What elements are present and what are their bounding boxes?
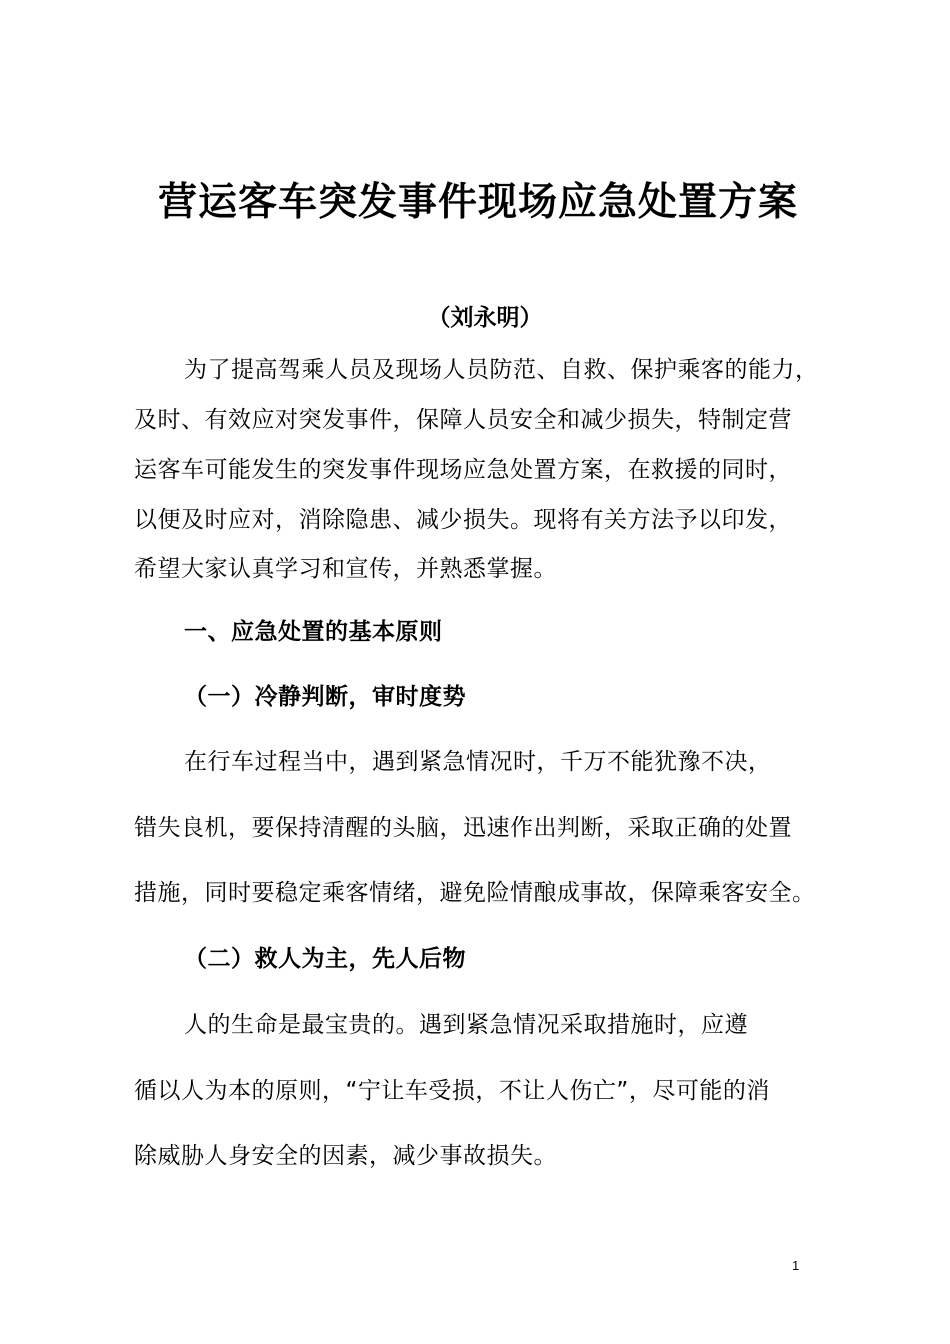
section-heading: 一、应急处置的基本原则 xyxy=(184,619,443,645)
intro-line: 为了提高驾乘人员及现场人员防范、自救、保护乘客的能力， xyxy=(184,357,819,383)
intro-line: 运客车可能发生的突发事件现场应急处置方案，在救援的同时， xyxy=(134,457,792,483)
body-line: 人的生命是最宝贵的。遇到紧急情况采取措施时，应遵 xyxy=(184,1012,748,1038)
document-title: 营运客车突发事件现场应急处置方案 xyxy=(158,180,799,225)
body-line: 在行车过程当中，遇到紧急情况时，千万不能犹豫不决， xyxy=(184,749,772,775)
intro-line: 希望大家认真学习和宣传，并熟悉掌握。 xyxy=(134,556,557,582)
intro-line: 及时、有效应对突发事件，保障人员安全和减少损失，特制定营 xyxy=(134,407,792,433)
subsection-heading: （二）救人为主，先人后物 xyxy=(184,946,466,972)
body-line: 措施，同时要稳定乘客情绪，避免险情酿成事故，保障乘客安全。 xyxy=(134,880,816,906)
body-line: 循以人为本的原则，“宁让车受损，不让人伤亡”，尽可能的消 xyxy=(134,1078,770,1104)
document-author: （刘永明） xyxy=(427,305,543,331)
subsection-heading: （一）冷静判断，审时度势 xyxy=(184,684,466,710)
page-number: 1 xyxy=(792,1258,800,1273)
body-line: 错失良机，要保持清醒的头脑，迅速作出判断，采取正确的处置 xyxy=(134,815,792,841)
body-line: 除威胁人身安全的因素，减少事故损失。 xyxy=(134,1143,557,1169)
intro-line: 以便及时应对，消除隐患、减少损失。现将有关方法予以印发， xyxy=(134,507,792,533)
